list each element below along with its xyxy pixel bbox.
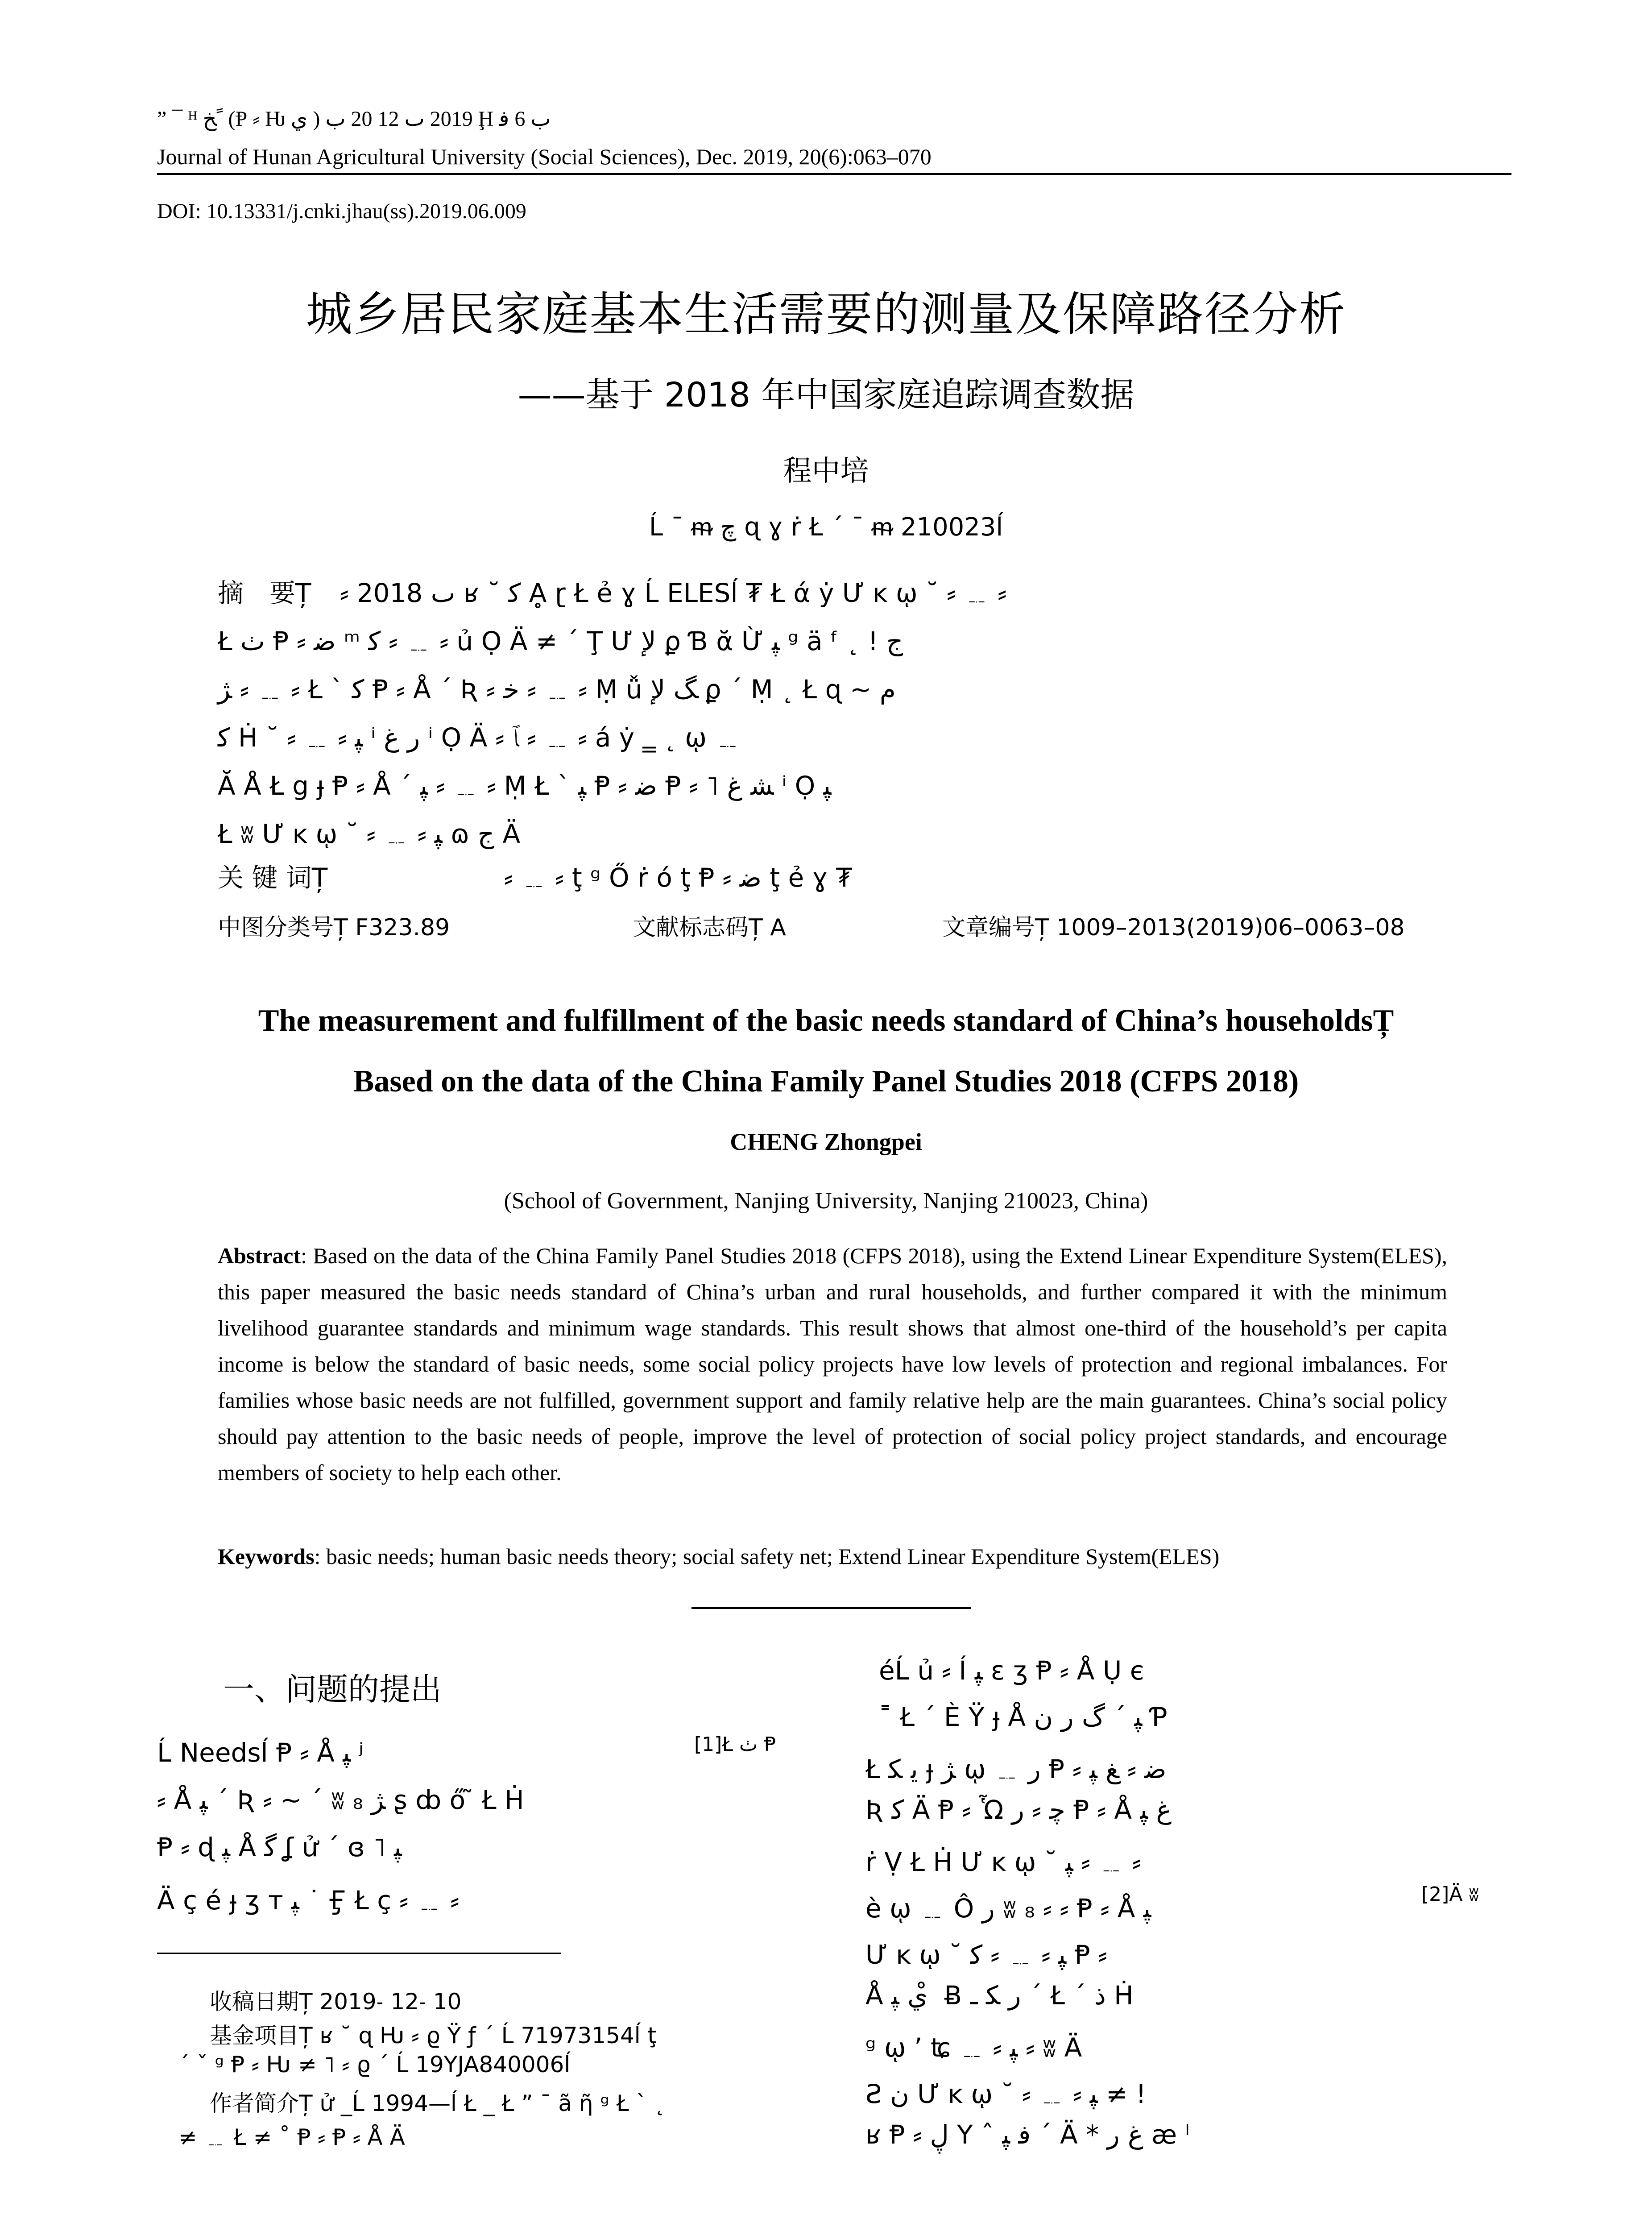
body-line-right: Å ي ﭙ ̊ Ƀ ر ﮑ ـ ˊ Ł ´ ﺫ Ḣ bbox=[865, 1980, 1134, 2011]
keywords-cn: ⸗ ﹎ ⸗ ţ ᵍ Ő ṙ ó ţ Ᵽ ⸗ ﺿ ţ ẻ ɣ ₮ bbox=[504, 863, 853, 893]
body-line-right: ṙ Ṿ Ł Ḣ Ư ĸ ῳ ˘ ﭙ ⸗ ﹎ ⸗ bbox=[865, 1847, 1141, 1877]
footnote-fund: 基金项目Ț ʁ ˘ ɋ Ƕ ⸗ ϱ Ÿ ƒ ´ Ĺ 71973154ĺ ţ bbox=[210, 2023, 657, 2049]
abstract-line-cn: Ł ٺ Ᵽ ⸗ ﺿ ᵐ ﮐ ⸗ ﹎ ⸗ ủ Ọ Ä ≠ ´ Ţ Ư ﻹ ϼ Ɓ ᾰ Ừ ﭙ ᵍ ä ᶠ ˛ ! ﺝ bbox=[218, 626, 903, 656]
footnote-rule bbox=[157, 1953, 561, 1954]
reference-mark: [2]Ä ʬ bbox=[1421, 1883, 1479, 1906]
doi: DOI: 10.13331/j.cnki.jhau(ss).2019.06.009 bbox=[157, 199, 526, 223]
page-subtitle-cn: ——基于 2018 年中国家庭追踪调查数据 bbox=[518, 375, 1134, 415]
abstract-line-cn: Ă Å Ł ց ɟ Ᵽ ⸗ Å ´ ﭙ ⸗ ﹎ ⸗ Ṃ Ł ˋ ﭙ Ᵽ ⸗ ﺿ Ᵽ ⸗ ˥ ﺸ ﻍ ⁱ Ọ ﭙ bbox=[218, 771, 832, 801]
author-en: CHENG Zhongpei bbox=[730, 1128, 922, 1155]
body-line-left: Ä ç é ɟ ʒ ᴛ ﭙ ˙ Ӻ Ł ç ⸗ ﹎ ⸗ bbox=[157, 1885, 460, 1916]
abstract-line-cn: Ł ʬ Ư ĸ ῳ ˘ ⸗ ﹎ ⸗ ﭙ ɷ ﺝ Ä bbox=[218, 819, 521, 849]
footnote-author-intro-cont: ≠ ﹎ Ł ≠ ˚ Ᵽ ⸗ Ᵽ ⸗ Å Ä bbox=[178, 2124, 405, 2150]
body-line-left: Ĺ Needsĺ Ᵽ ⸗ Å ﭙ ʲ bbox=[157, 1738, 364, 1768]
keywords-label-cn: 关 键 词Ț bbox=[218, 863, 328, 893]
keywords-text-en: : basic needs; human basic needs theory; social safety net; Extend Linear Expenditure System(ELES) bbox=[314, 1544, 1220, 1569]
body-line-right: ʁ Ᵽ ⸗ ڸ Y ˆ ﻓ ﭙ ˊ Ä * ﻍ ر æ ˡ bbox=[865, 2119, 1190, 2150]
keywords-label-en: Keywords bbox=[218, 1544, 315, 1569]
body-line-right: éĹ ủ ⸗ Í ﭙ ɛ ʒ Ᵽ ⸗ Å Ụ є bbox=[879, 1655, 1144, 1686]
footnote-received: 收稿日期Ț 2019˗ 12˗ 10 bbox=[210, 1989, 462, 2015]
author-cn: 程中培 bbox=[783, 455, 869, 488]
keywords-en bbox=[218, 1538, 1447, 1575]
footnote-fund-cont: ´ ˇ ᵍ Ᵽ ⸗ Ƕ ≠ ˥ ⸗ ϱ ´ Ĺ 19YJA840006ĺ bbox=[178, 2052, 571, 2078]
body-line-right: ᵍ ῳ ʼ ʨ ﹎ ⸗ ﭙ ⸗ ʬ Ä bbox=[865, 2032, 1082, 2063]
document-code: 文献标志码Ț A bbox=[633, 914, 786, 941]
body-line-right: Ƨ ن Ư ĸ ῳ ˘ ⸗ ﹎ ⸗ ﭙ ≠ ! bbox=[865, 2079, 1147, 2109]
body-line-right: Ł ﻳ ﮑ ɟ ﮋ ῳ ﹎ ر Ᵽ ⸗ ﺿ ⸗ ﻎ ﭙ bbox=[865, 1754, 1167, 1784]
body-line-right: Ʀ ﮐ Ä Ᵽ ⸗ Ὧ ﭼ ⸗ ر Ᵽ ⸗ Å ﻍ ﭙ bbox=[865, 1795, 1172, 1825]
affiliation-cn: Ĺ ¯ ᵯ ﭺ ɋ ɣ ṙ Ł ´ ¯ ᵯ 210023ĺ bbox=[649, 513, 1003, 542]
clc-number: 中图分类号Ț F323.89 bbox=[218, 914, 450, 941]
body-line-left: ⸗ Å ﭙ ˊ Ʀ ⸗ ~ ˊ ʬ ₈ ﮋ ʂ ȸ ő ̃ Ł Ḣ bbox=[157, 1785, 524, 1815]
abstract-line-cn: ﮋ ⸗ ﹎ ⸗ Ł ˋ ﮐ Ᵽ ⸗ Å ´ Ʀ ⸗ ﺧ ⸗ ﹎ ⸗ Ṃ ǚ ﮓ ﻹ ϼ ´ Ṃ ˛ Ł ɋ ~ ﻡ bbox=[218, 674, 896, 705]
section-separator bbox=[691, 1607, 971, 1609]
body-line-left: Ᵽ ⸗ ɖ ﭙ Å ﮔ ʆ ử ´ ɞ ˥ ﭙ bbox=[157, 1832, 402, 1862]
abstract-line-cn: ⸗ 2018 ٮ ʁ ˘ ﮐ Ḁ ɽ Ł ẻ ɣ Ĺ ELESĺ ₮ Ł ά ẏ Ư ĸ ῳ ˘ ⸗ ﹎ ⸗ bbox=[340, 578, 1006, 608]
abstract-line-cn: ﮐ Ḣ ˘ ⸗ ﹎ ⸗ ﭙ ⁱ ر ﻍ ⁱ Ọ Ä ⸗ ﭑ ⸗ ﹎ ⸗ á ẏ ‗ ˛ ῳ ﹎ bbox=[218, 722, 741, 753]
abstract-text-en: : Based on the data of the China Family Panel Studies 2018 (CFPS 2018), using the Extend Linear Expenditure System(ELES), this paper measured the basic needs standard of China’s urban and rural households, and further compared it with the minimum livelihood guarantee standards and minimum wage standards. This result shows that almost one-third of the household’s per capita income is below the standard of basic needs, some social policy projects have low levels of protection and regional imbalances. For families whose basic needs are not fulfilled, government support and family relative help are the main guarantees. China’s social policy should pay attention to the basic needs of people, improve the level of protection of social policy project standards, and encourage members of society to help each other. bbox=[218, 1243, 1447, 1485]
affiliation-en: (School of Government, Nanjing University, Nanjing 210023, China) bbox=[504, 1188, 1148, 1214]
page-title-en: The measurement and fulfillment of the basic needs standard of China’s householdsȚ bbox=[258, 1004, 1394, 1038]
abstract-label-en: Abstract bbox=[218, 1243, 301, 1268]
page-title-cn: 城乡居民家庭基本生活需要的测量及保障路径分析 bbox=[306, 287, 1346, 341]
footnote-author-intro: 作者简介Ț ử _Ĺ 1994—ĺ Ł _ Ł ” ¯ ã ῆ ᵍ Ł ˋ ˛ bbox=[210, 2090, 666, 2116]
article-number: 文章编号Ț 1009–2013(2019)06–0063–08 bbox=[942, 914, 1405, 941]
journal-header-cn: ” ¯ ᴴ ﺦ ً (Ᵽ ⸗ Ƕ ي ) 2019 ٮ 12 20 ب Ḩ ب 6 ﻓ bbox=[157, 107, 551, 131]
abstract-label-cn: 摘 要Ț bbox=[218, 578, 311, 608]
body-line-right: ˭ Ł ´ È Ÿ ɟ Å ﭙ ˊ ﮒ ر ن Ƥ bbox=[879, 1702, 1168, 1732]
reference-mark: [1]Ł ٺ Ᵽ bbox=[694, 1733, 776, 1756]
body-line-right: Ư ĸ ῳ ˘ ﭙ ⸗ ﹎ ⸗ ﻛ Ᵽ ⸗ bbox=[865, 1940, 1107, 1970]
header-rule bbox=[157, 173, 1511, 175]
section-heading: 一、问题的提出 bbox=[223, 1671, 442, 1708]
page-subtitle-en: Based on the data of the China Family Panel Studies 2018 (CFPS 2018) bbox=[353, 1064, 1299, 1099]
body-line-right: è ῳ ﹎ Ô ر ʬ ₈ ⸗ ⸗ Ᵽ ⸗ Å ﭙ bbox=[865, 1893, 1151, 1924]
abstract-en bbox=[218, 1238, 1447, 1491]
journal-header-en: Journal of Hunan Agricultural University (Social Sciences), Dec. 2019, 20(6):063–070 bbox=[157, 144, 932, 169]
